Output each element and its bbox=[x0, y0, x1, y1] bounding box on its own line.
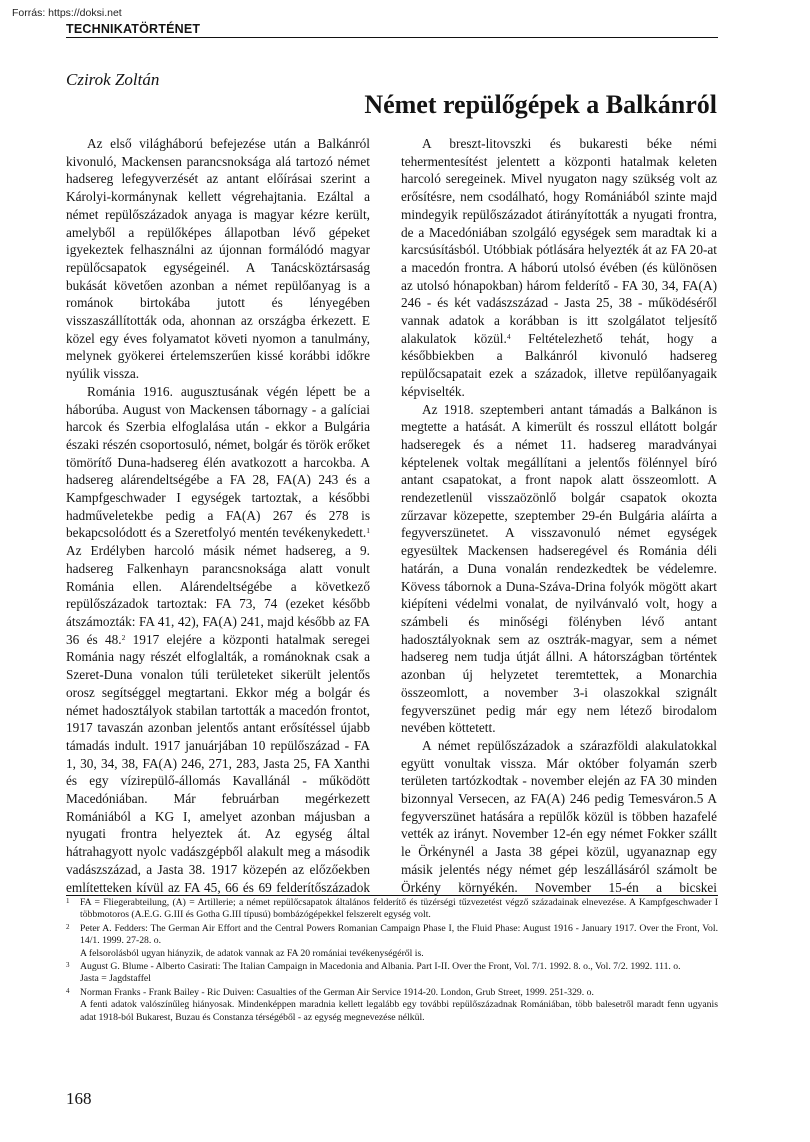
footnote-rule bbox=[66, 895, 718, 896]
footnote-text: August G. Blume - Alberto Casirati: The Italian Campaign in Macedonia and Albania. Part I-II. Over the Front, Vol. 7/1. 1992. 8. o., Vol. 7/2. 1992. 111. o. bbox=[80, 961, 681, 973]
footnote bbox=[66, 897, 718, 922]
footnotes bbox=[66, 897, 718, 1025]
footnote-mark: 1 bbox=[66, 897, 70, 905]
footnote-ref: 4 bbox=[506, 331, 511, 341]
paragraph: Románia 1916. augusztusának végén lépett be a háborúba. August von Mackensen tábornagy - a galíciai harcok és Szerbia elfoglalása után - ekkor a Bulgária északi részén csoportosuló, német, bolgár és török erőket tömörítő Duna-hadsereg élén avatkozott a harcokba. A hadsereg alárendeltségébe a FA 28, FA(A) 243 és a Kampfgeschwader I egységek tartoztak, a későbbi hadműveletekbe pedig a FA(A) 267 és 278 is bekapcsolódott és a Szeretfolyó mentén tevékenykedett.$^1$ Az Erdélyben harcoló másik német hadsereg, a 9. hadsereg Falkenhayn parancsnoksága alatt vonult Románia ellen. Alárendeltségébe a következő repülőszázadok tartoztak: FA 73, 74 (ezeket később átszámozták: FA 41, 42), FA(A) 241, majd később az FA 36 és 48.$^2$ 1917 elejére a központi hatalmak seregei Románia nagy részét elfoglalták, a románoknak csak a Szeret-Duna vonalon túli területeket sikerült jelentős orosz segítséggel megtartani. Ekkor még a bolgár és német hadosztályok stabilan tartották a macedón frontot, 1917 tavaszán azonban jelentős antant erősítéssel újabb támadás indult. 1917 januárjában 10 repülőszázad - FA 1, 30, 34, 38, FA(A) 246, 271, 283, Jasta 25, FA Xanthi és egy vízirepülő-állomás Kavallánál - működött Macedóniában. Már februárban megérkezett Romániából a KG I, amelyet azonban májusban a nyugati frontra helyeztek át. Az egység által hátrahagyott nyolc vadászgépből alakult meg a második vadászszázad, a Jasta 38. 1917 közepén az előzőekben említetteken kívül az FA 45, 66 és 69 felderítőszázadok bbox=[66, 383, 370, 895]
source-url[interactable]: Forrás: https://doksi.net bbox=[12, 7, 122, 19]
footnote-ref: 1 bbox=[366, 526, 370, 536]
left-column bbox=[66, 135, 370, 895]
article-author: Czirok Zoltán bbox=[66, 70, 160, 89]
footnote-text: A felsorolásból ugyan hiányzik, de adatok vannak az FA 20 romániai tevékenységéről is. bbox=[80, 947, 424, 959]
footnote-text: Norman Franks - Frank Bailey - Ric Duiven: Casualties of the German Air Service 1914-20. London, Grub Street, 1999. 251-329. o. bbox=[80, 986, 594, 998]
article-title: Német repülőgépek a Balkánról bbox=[364, 90, 717, 119]
page-number: 168 bbox=[66, 1089, 92, 1108]
footnote-mark: 2 bbox=[66, 922, 70, 931]
footnote-text: A fenti adatok valószínűleg hiányosak. Mindenképpen maradnia kellett legalább egy további repülőszázadnak Romániában, több balesetről maradt fenn ugyanis adat 1918-ból Bukarest, Buzau és Constanza térségéből - az egység megnevezése nélkül. bbox=[80, 999, 718, 1023]
footnote-text: FA = Fliegerabteilung, (A) = Artillerie; a német repülőcsapatok általános felderítő és tüzérségi tűzvezetést végző századainak elnevezése. A Kampfgeschwader I többmotoros (A.E.G. G.III és Gotha G.III típusú) bombázógépekkel felszerelt egység volt. bbox=[80, 897, 718, 921]
right-column bbox=[401, 135, 717, 895]
footnote-text: Jasta = Jagdstaffel bbox=[80, 973, 151, 985]
paragraph: A breszt-litovszki és bukaresti béke némi tehermentesítést jelentett a központi hatalmak keleten harcoló seregeinek. Mivel nyugaton nagy szükség volt az erősítésre, nem csodálható, hogy Romániából szinte majd mindegyik repülőszázadot átirányították a nyugati frontra, de a Macedóniában szolgáló egységek sem maradtak ki a karcsúsításból. Utóbbiak pótlására helyezték át az FA 20-at a macedón frontra. A háború utolsó évében (és különösen az utolsó hónapokban) három felderítő - FA 30, 34, FA(A) 246 - és két vadászszázad - Jasta 25, 38 - működéséről vannak adatok a korábban is itt szolgálatot teljesítő alakulatok közül.$^4$ Feltételezhető tehát, hogy a későbbiekben a Balkánról kivonuló hadsereg repülőcsapatait ezek a századok, illetve repülőanyagaik képviselték. bbox=[401, 136, 717, 399]
header-rule bbox=[66, 37, 718, 38]
footnote-mark: 4 bbox=[66, 986, 70, 995]
footnote bbox=[66, 923, 718, 960]
footnote bbox=[66, 961, 718, 986]
footnote-text: Peter A. Fedders: The German Air Effort and the Central Powers Romanian Campaign Phase I, the Fluid Phase: August 1916 - January 1917. Over the Front, Vol. 14/1. 1999. 27-28. o. bbox=[80, 922, 718, 947]
paragraph: A német repülőszázadok a szárazföldi alakulatokkal együtt vonultak vissza. Már október folyamán szerb területen tartózkodtak - november elején az FA 30 minden bizonnyal Versecen, az FA(A) 246 pedig Temesváron.5 A fegyverszünet hatására a repülők közül is többen hazafelé vették az irányt. November 12-én egy német Fokker szállt le Örkénynél a Jasta 38 gépei közül, ugyanaznap egy másik jelentés négy német gép leszállásáról számolt be Örkény környékén. November 15-én a bicskei bbox=[401, 737, 717, 895]
section-heading: TECHNIKATÖRTÉNET bbox=[66, 22, 201, 36]
footnote bbox=[66, 987, 718, 1024]
paragraph: Az első világháború befejezése után a Balkánról kivonuló, Mackensen parancsnoksága alá tartozó német hadsereg lefegyverzését az antant előírásai szerint a Károlyi-kormánynak kellett végrehajtania. Ezáltal a német repülőszázadok anyaga is magyar kézre került, amelyből a repülőképes állapotban lévő gépeket igyekeztek felhasználni az újonnan formálódó magyar repülőcsapatok egységeinél. A Tanácsköztársaság bukását követően azonban a német repülőanyag is a románok birtokába jutott és lényegében visszaszállították oda, ahonnan az országba érkezett. E közel egy éves folyamatot követi nyomon a tanulmány, melynek gyökerei értelemszerűen kissé korábbi időkre nyúlik vissza. bbox=[66, 136, 370, 382]
footnote-mark: 3 bbox=[66, 961, 70, 970]
paragraph: Az 1918. szeptemberi antant támadás a Balkánon is megtette a hatását. A kimerült és rosszul ellátott bolgár hadseregek és a német 11. hadsereg maradványai képtelenek voltak megállítani a jelentős fölénnyel bíró antant csapatokat, a front napok alatt összeomlott. A rendezetlenül visszaözönlő bolgár csapatok okozta zűrzavar közepette, szeptember 29-én Bulgária aláírta a fegyverszünetet. A visszavonuló német egységek egyesültek Mackensen hadseregével és Románia déli határán, a Duna vonalán rendezkedtek be védelemre. Kövess tábornok a Duna-Száva-Drina folyók mögött akart kiépíteni védelmi vonalat, de nyilvánvaló volt, hogy a számbeli és minőségi fölényben lévő antant hadosztályoknak sem az osztrák-magyar, sem a német hadsereg nem tudja útját állni. A hátországban történtek azonban új helyzetet teremtettek, a Monarchia összeomlott, a november 3-i olaszokkal szignált fegyverszünet pedig már egy nem létező birodalom nevében köttetett. bbox=[401, 401, 717, 736]
footnote-ref: 2 bbox=[121, 632, 126, 642]
